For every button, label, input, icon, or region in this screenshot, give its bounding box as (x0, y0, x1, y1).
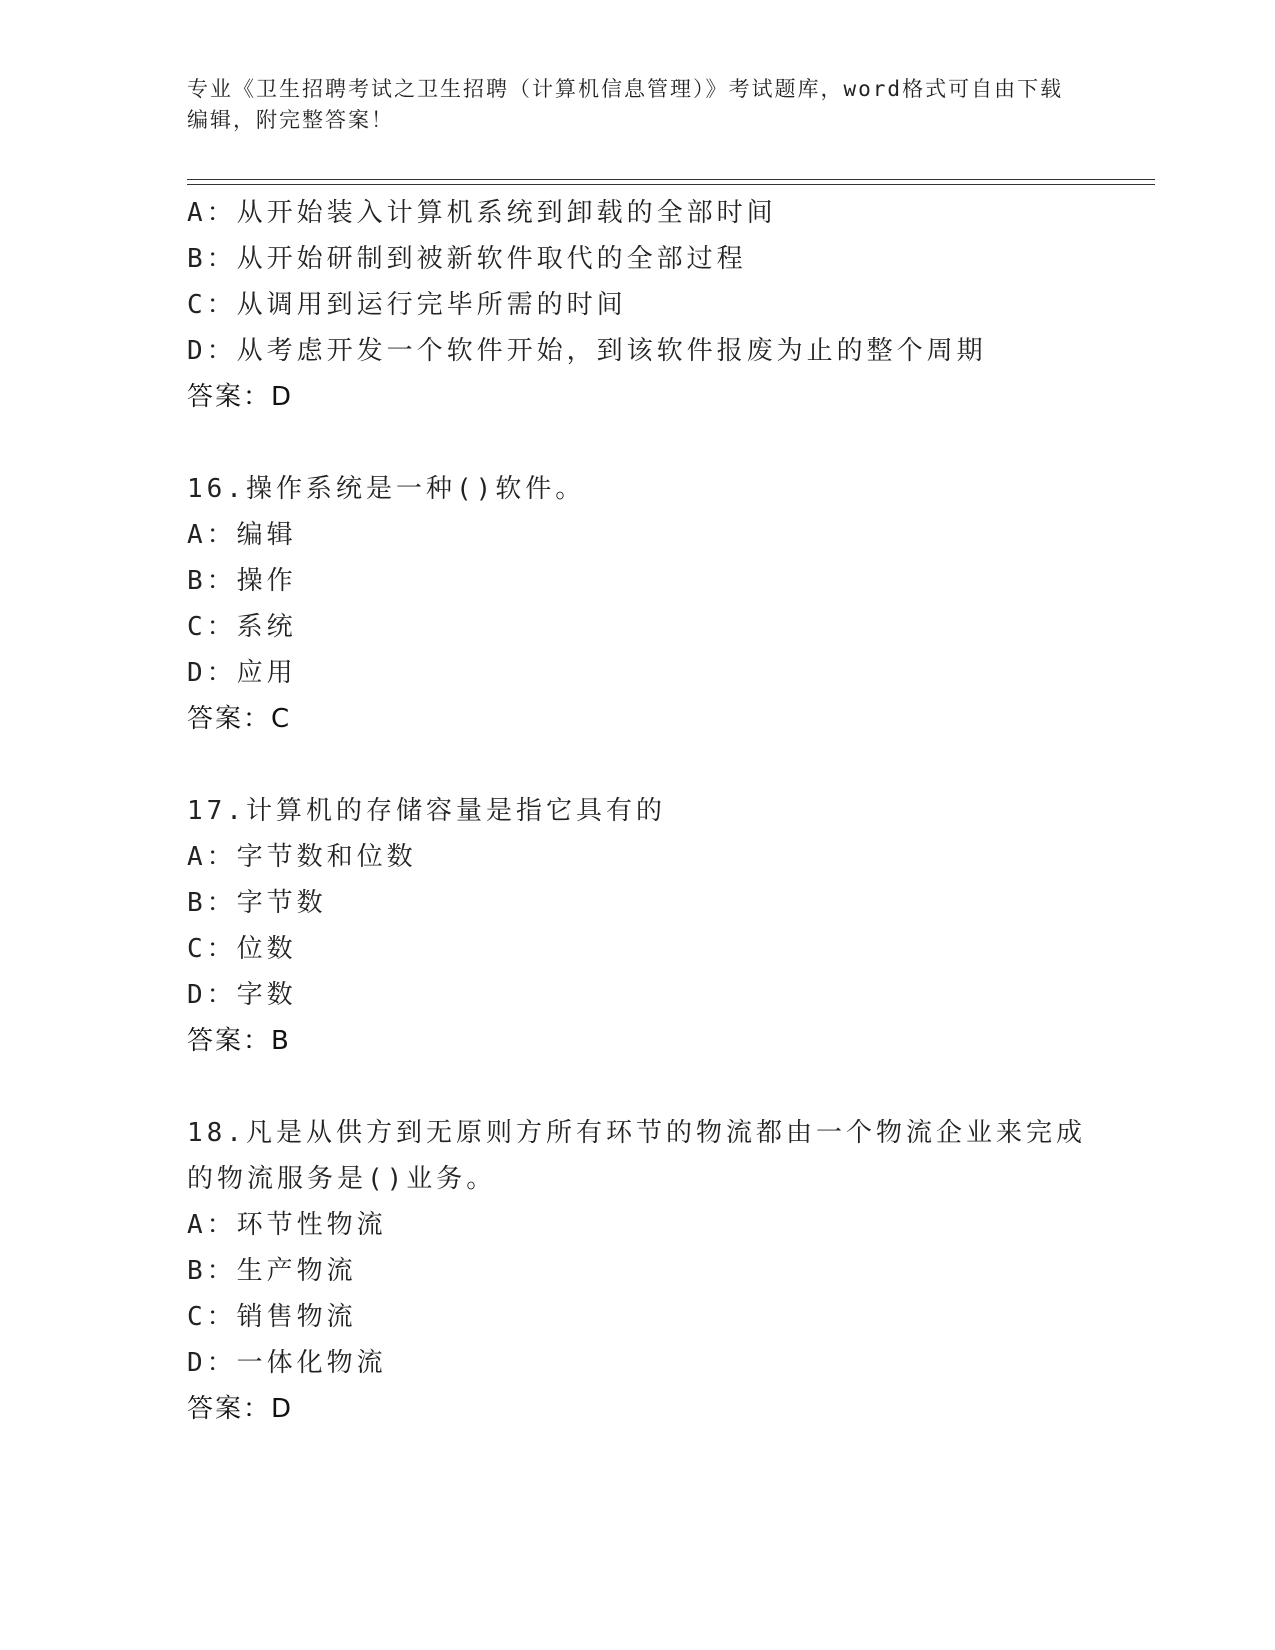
option-c: C：系统 (187, 612, 297, 642)
header-divider-bottom (187, 184, 1155, 185)
option-a: A：字节数和位数 (187, 842, 417, 872)
option-c: C：销售物流 (187, 1302, 357, 1332)
option-d: D：从考虑开发一个软件开始，到该软件报废为止的整个周期 (187, 336, 987, 366)
option-b: B：从开始研制到被新软件取代的全部过程 (187, 244, 747, 274)
option-a: A：编辑 (187, 520, 297, 550)
spacer (187, 742, 1087, 788)
spacer (187, 420, 1087, 466)
answer: 答案：C (187, 704, 292, 734)
option-d: D：应用 (187, 658, 297, 688)
question-18 (187, 1110, 1087, 1432)
document-header: 专业《卫生招聘考试之卫生招聘（计算机信息管理）》考试题库，word格式可自由下载编辑，附完整答案！ (187, 77, 1064, 132)
question-16 (187, 466, 1087, 742)
question-text: 16.操作系统是一种()软件。 (187, 474, 586, 504)
answer: 答案：D (187, 1394, 294, 1424)
option-d: D：字数 (187, 980, 297, 1010)
answer: 答案：D (187, 382, 294, 412)
question-list (187, 190, 1087, 1432)
answer: 答案：B (187, 1026, 291, 1056)
option-b: B：字节数 (187, 888, 327, 918)
option-c: C：从调用到运行完毕所需的时间 (187, 290, 627, 320)
spacer (187, 1064, 1087, 1110)
question-text: 18.凡是从供方到无原则方所有环节的物流都由一个物流企业来完成的物流服务是()业务。 (187, 1118, 1086, 1194)
option-a: A：环节性物流 (187, 1210, 387, 1240)
option-a: A：从开始装入计算机系统到卸载的全部时间 (187, 198, 777, 228)
option-b: B：操作 (187, 566, 297, 596)
option-d: D：一体化物流 (187, 1348, 387, 1378)
question-17 (187, 788, 1087, 1064)
question-text: 17.计算机的存储容量是指它具有的 (187, 796, 666, 826)
header-divider-top (187, 179, 1155, 180)
option-c: C：位数 (187, 934, 297, 964)
question-15 (187, 190, 1087, 420)
option-b: B：生产物流 (187, 1256, 357, 1286)
